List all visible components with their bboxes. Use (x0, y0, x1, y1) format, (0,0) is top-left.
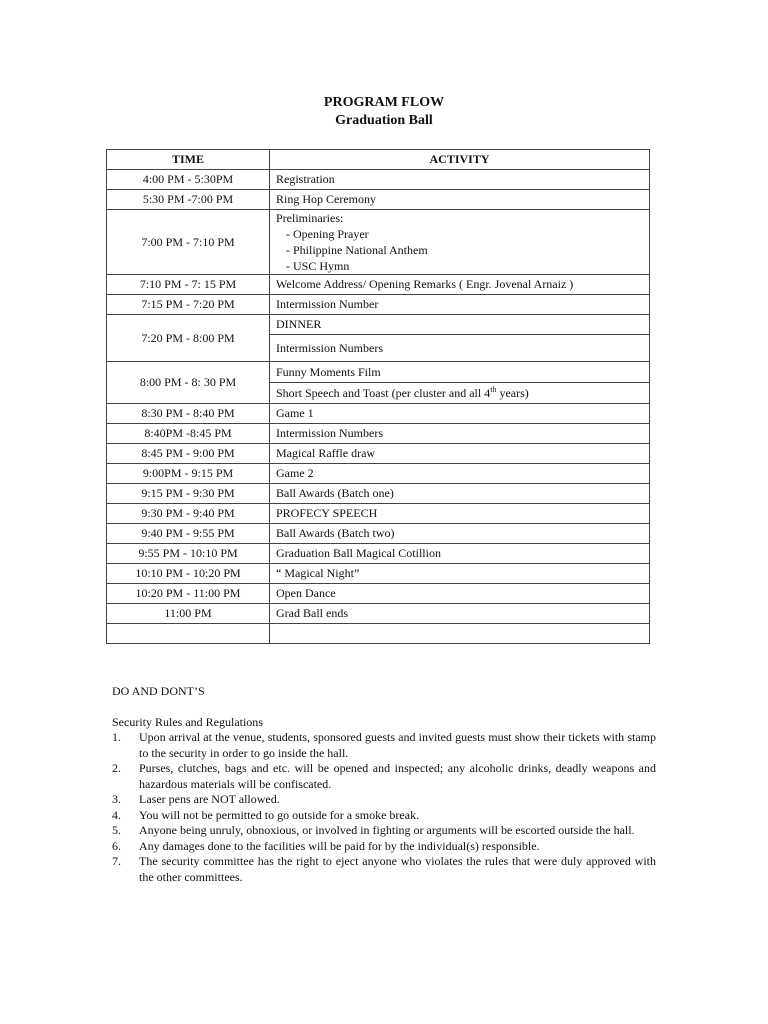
rule-text: You will not be permitted to go outside for a smoke break. (139, 807, 420, 822)
list-item (112, 761, 656, 792)
list-item (112, 854, 656, 885)
activity-heading: Preliminaries: (276, 211, 344, 225)
activity-cell: Magical Raffle draw (270, 444, 650, 464)
activity-cell: Ball Awards (Batch one) (270, 484, 650, 504)
list-item (112, 730, 656, 761)
table-row (107, 275, 650, 295)
list-number: 1. (112, 730, 121, 744)
table-row (107, 295, 650, 315)
list-item (112, 823, 656, 839)
table-header-row (107, 150, 650, 170)
time-cell: 9:55 PM - 10:10 PM (107, 544, 270, 564)
list-item (112, 839, 656, 855)
time-cell (107, 624, 270, 644)
rules-list (112, 730, 656, 885)
time-cell: 8:30 PM - 8:40 PM (107, 404, 270, 424)
activity-cell: Ball Awards (Batch two) (270, 524, 650, 544)
rule-text: Any damages done to the facilities will be paid for by the individual(s) responsible. (139, 838, 540, 853)
section-subheading: Security Rules and Regulations (112, 714, 263, 729)
rule-text: The security committee has the right to eject anyone who violates the rules that were duly approved with the other committees. (139, 854, 656, 884)
list-number: 6. (112, 838, 121, 853)
table-row (107, 210, 650, 275)
table-row (107, 604, 650, 624)
list-number: 3. (112, 792, 121, 806)
activity-subitem: - Opening Prayer (286, 227, 369, 241)
activity-cell: Welcome Address/ Opening Remarks ( Engr. Jovenal Arnaiz ) (270, 275, 650, 295)
time-cell: 7:00 PM - 7:10 PM (107, 210, 270, 275)
activity-cell: DINNER (270, 315, 650, 335)
time-cell: 5:30 PM -7:00 PM (107, 190, 270, 210)
table-row (107, 504, 650, 524)
activity-subitem: - USC Hymn (286, 259, 350, 273)
program-flow-table (106, 149, 650, 644)
ordinal-suffix: th (490, 384, 497, 394)
list-number: 7. (112, 854, 121, 868)
activity-cell: Intermission Numbers (270, 335, 650, 362)
time-cell: 8:40PM -8:45 PM (107, 424, 270, 444)
activity-cell: PROFECY SPEECH (270, 504, 650, 524)
activity-text: years) (496, 385, 529, 400)
table-row (107, 544, 650, 564)
time-cell: 10:10 PM - 10:20 PM (107, 564, 270, 584)
activity-cell: Game 1 (270, 404, 650, 424)
table-row (107, 484, 650, 504)
table-row-empty (107, 624, 650, 644)
time-cell: 11:00 PM (107, 604, 270, 624)
activity-cell (270, 210, 650, 275)
time-cell: 7:15 PM - 7:20 PM (107, 295, 270, 315)
time-cell: 9:00PM - 9:15 PM (107, 464, 270, 484)
time-cell: 9:15 PM - 9:30 PM (107, 484, 270, 504)
time-cell: 4:00 PM - 5:30PM (107, 170, 270, 190)
activity-cell: Intermission Number (270, 295, 650, 315)
activity-cell: Registration (270, 170, 650, 190)
table-row (107, 404, 650, 424)
rules-section (112, 684, 656, 885)
list-number: 5. (112, 823, 121, 837)
rule-text: Purses, clutches, bags and etc. will be opened and inspected; any alcoholic drinks, deadly weapons and hazardous materials will be confiscated. (139, 761, 656, 791)
table-row (107, 362, 650, 383)
activity-cell: Graduation Ball Magical Cotillion (270, 544, 650, 564)
page-subtitle: Graduation Ball (335, 113, 433, 128)
time-cell: 7:20 PM - 8:00 PM (107, 315, 270, 362)
activity-cell: Funny Moments Film (270, 362, 650, 383)
activity-text: Short Speech and Toast (per cluster and all 4 (276, 385, 491, 400)
activity-cell: Game 2 (270, 464, 650, 484)
rule-text: Anyone being unruly, obnoxious, or involved in fighting or arguments will be escorted outside the hall. (139, 823, 635, 837)
activity-cell: “ Magical Night” (270, 564, 650, 584)
time-cell: 10:20 PM - 11:00 PM (107, 584, 270, 604)
column-header-time: TIME (107, 150, 270, 170)
time-cell: 7:10 PM - 7: 15 PM (107, 275, 270, 295)
table-row (107, 190, 650, 210)
list-item (112, 808, 656, 824)
time-cell: 9:30 PM - 9:40 PM (107, 504, 270, 524)
activity-cell: Open Dance (270, 584, 650, 604)
rule-text: Upon arrival at the venue, students, sponsored guests and invited guests must show their tickets with stamp to the security in order to go inside the hall. (139, 730, 656, 760)
time-cell: 8:45 PM - 9:00 PM (107, 444, 270, 464)
rule-text: Laser pens are NOT allowed. (139, 792, 280, 806)
activity-cell (270, 624, 650, 644)
table-row (107, 464, 650, 484)
table-row (107, 315, 650, 335)
table-row (107, 564, 650, 584)
table-row (107, 424, 650, 444)
table-row (107, 524, 650, 544)
column-header-activity: ACTIVITY (270, 150, 650, 170)
section-heading: DO AND DONT’S (112, 684, 205, 698)
page-title: PROGRAM FLOW (323, 95, 445, 110)
activity-cell: Ring Hop Ceremony (270, 190, 650, 210)
activity-subitem: - Philippine National Anthem (286, 243, 428, 257)
list-item (112, 792, 656, 808)
table-row (107, 444, 650, 464)
table-row (107, 584, 650, 604)
activity-cell: Intermission Numbers (270, 424, 650, 444)
activity-cell (270, 383, 650, 404)
list-number: 4. (112, 807, 121, 822)
time-cell: 9:40 PM - 9:55 PM (107, 524, 270, 544)
activity-cell: Grad Ball ends (270, 604, 650, 624)
list-number: 2. (112, 761, 121, 775)
time-cell: 8:00 PM - 8: 30 PM (107, 362, 270, 404)
table-row (107, 170, 650, 190)
